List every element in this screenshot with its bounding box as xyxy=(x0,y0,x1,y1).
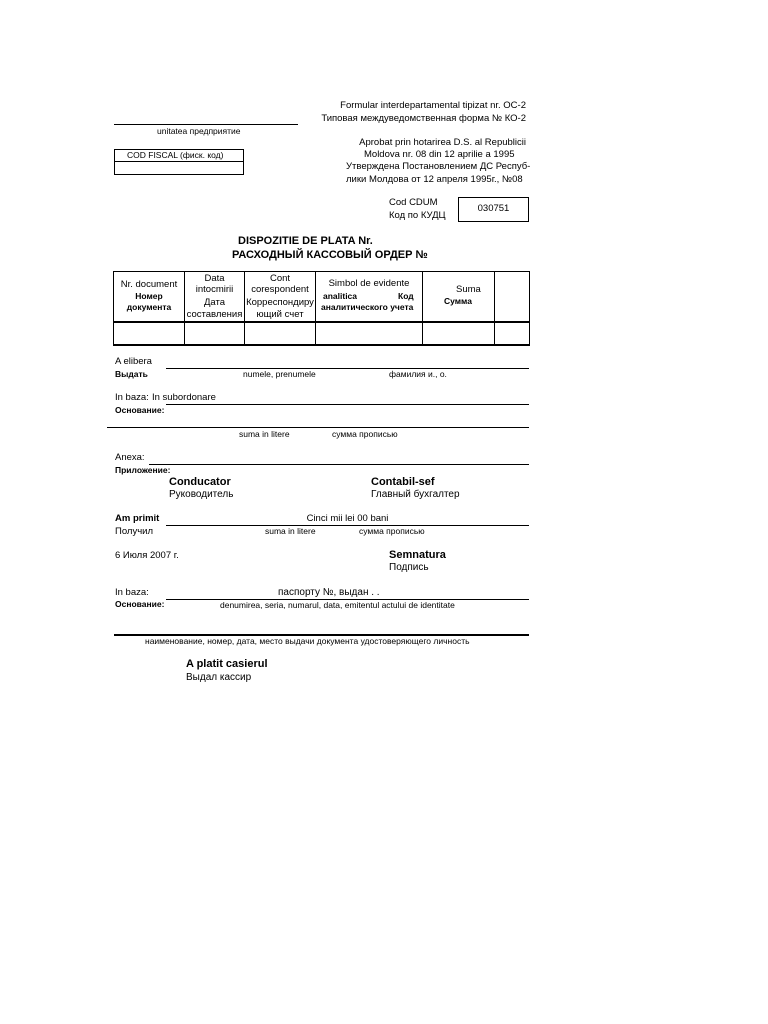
col-account-ru-1: Корреспондиру xyxy=(246,297,314,308)
approval-line-1: Aprobat prin hotarirea D.S. al Republicii xyxy=(359,137,526,148)
col-symbol-ru: аналитического учета xyxy=(321,302,414,312)
sum-words-hint-ro: suma in litere xyxy=(239,429,290,439)
col-document-ru-1: Номер xyxy=(135,291,163,301)
elibera-line xyxy=(166,368,529,369)
annex-label-ro: Anexa: xyxy=(115,452,145,463)
col-date-ro-1: Data xyxy=(204,273,225,284)
col-account-ro-1: Cont xyxy=(269,273,291,284)
received-label-ro: Am primit xyxy=(115,513,160,524)
col-symbol-ro-2: analitica xyxy=(323,291,358,301)
sum-words-line xyxy=(107,427,529,428)
approval-line-2: Moldova nr. 08 din 12 aprilie a 1995 xyxy=(364,149,515,160)
sum-words-hint-ru: сумма прописью xyxy=(332,429,398,439)
accountant-label-ro: Contabil-sef xyxy=(371,476,435,488)
id-basis-label-ru: Основание: xyxy=(115,599,165,609)
col-document-ru-2: документа xyxy=(126,302,172,312)
received-sum-hint-ru: сумма прописью xyxy=(359,526,425,536)
id-basis-label-ro: In baza: xyxy=(115,587,149,598)
col-symbol-ro: Simbol de evidente xyxy=(328,278,410,289)
unit-label: unitatea предприятие xyxy=(157,126,241,136)
basis-value: In subordonare xyxy=(152,392,216,403)
id-document-hint-ro: denumirea, seria, numarul, data, emitentul actului de identitate xyxy=(220,600,455,610)
col-date-ro-2: intocmirii xyxy=(195,284,234,295)
basis-line xyxy=(166,404,529,405)
col-document-ro: Nr. document xyxy=(120,279,178,290)
table-col-divider-4 xyxy=(422,271,423,346)
received-line xyxy=(166,525,529,526)
annex-line xyxy=(149,464,529,465)
signature-label-ru: Подпись xyxy=(389,562,429,573)
cdum-value: 030751 xyxy=(477,203,510,214)
col-account-ru-2: ющий счет xyxy=(256,309,304,320)
title-ru: РАСХОДНЫЙ КАССОВЫЙ ОРДЕР № xyxy=(232,249,428,261)
col-sum-ro: Suma xyxy=(456,284,481,295)
signature-label-ro: Semnatura xyxy=(389,549,446,561)
approval-line-3: Утверждена Постановлением ДС Респуб- xyxy=(346,161,531,172)
date-value: 6 Июля 2007 г. xyxy=(115,550,179,561)
fiscal-code-label: COD FISCAL (фиск. код) xyxy=(127,150,224,160)
elibera-label-ro: A elibera xyxy=(115,356,152,367)
received-label-ru: Получил xyxy=(115,526,153,537)
passport-value: паспорту №, выдан . . xyxy=(278,587,380,598)
name-hint: numele, prenumele xyxy=(243,369,316,379)
col-sum-ru: Сумма xyxy=(444,296,472,306)
basis-label-ru: Основание: xyxy=(115,405,165,415)
form-number-ru: Типовая междуведомственная форма № КО-2 xyxy=(321,113,526,124)
id-document-hint-ru: наименование, номер, дата, место выдачи документа удостоверяющего личность xyxy=(145,636,470,646)
received-sum-hint-ro: suma in litere xyxy=(265,526,316,536)
basis-label-ro: In baza: xyxy=(115,392,149,403)
col-date-ru-2: составления xyxy=(186,309,243,320)
unit-line xyxy=(114,124,298,125)
cdum-label: Cod CDUM xyxy=(389,197,438,208)
col-account-ro-2: corespondent xyxy=(251,284,309,295)
col-date-ru-1: Дата xyxy=(203,297,226,308)
approval-line-4: лики Молдова от 12 апреля 1995г., №08 xyxy=(346,174,523,185)
director-label-ro: Conducator xyxy=(169,476,231,488)
elibera-label-ru: Выдать xyxy=(115,369,148,379)
fiscal-code-divider xyxy=(114,161,244,162)
received-value: Cinci mii lei 00 bani xyxy=(306,513,389,524)
table-bottom-line xyxy=(113,344,530,346)
form-number-ro: Formular interdepartamental tipizat nr. OC-2 xyxy=(340,100,526,111)
cashier-label-ru: Выдал кассир xyxy=(186,672,252,683)
kudu-label: Код по КУДЦ xyxy=(389,210,446,221)
table-header-divider xyxy=(113,321,530,323)
accountant-label-ru: Главный бухгалтер xyxy=(371,489,460,500)
cashier-label-ro: A platit casierul xyxy=(186,658,268,670)
title-ro: DISPOZITIE DE PLATA Nr. xyxy=(238,235,373,247)
annex-label-ru: Приложение: xyxy=(115,465,171,475)
col-symbol-ru-code: Код xyxy=(398,291,414,301)
table-col-divider-5 xyxy=(494,271,495,346)
director-label-ru: Руководитель xyxy=(169,489,234,500)
fio-hint: фамилия и., о. xyxy=(389,369,447,379)
